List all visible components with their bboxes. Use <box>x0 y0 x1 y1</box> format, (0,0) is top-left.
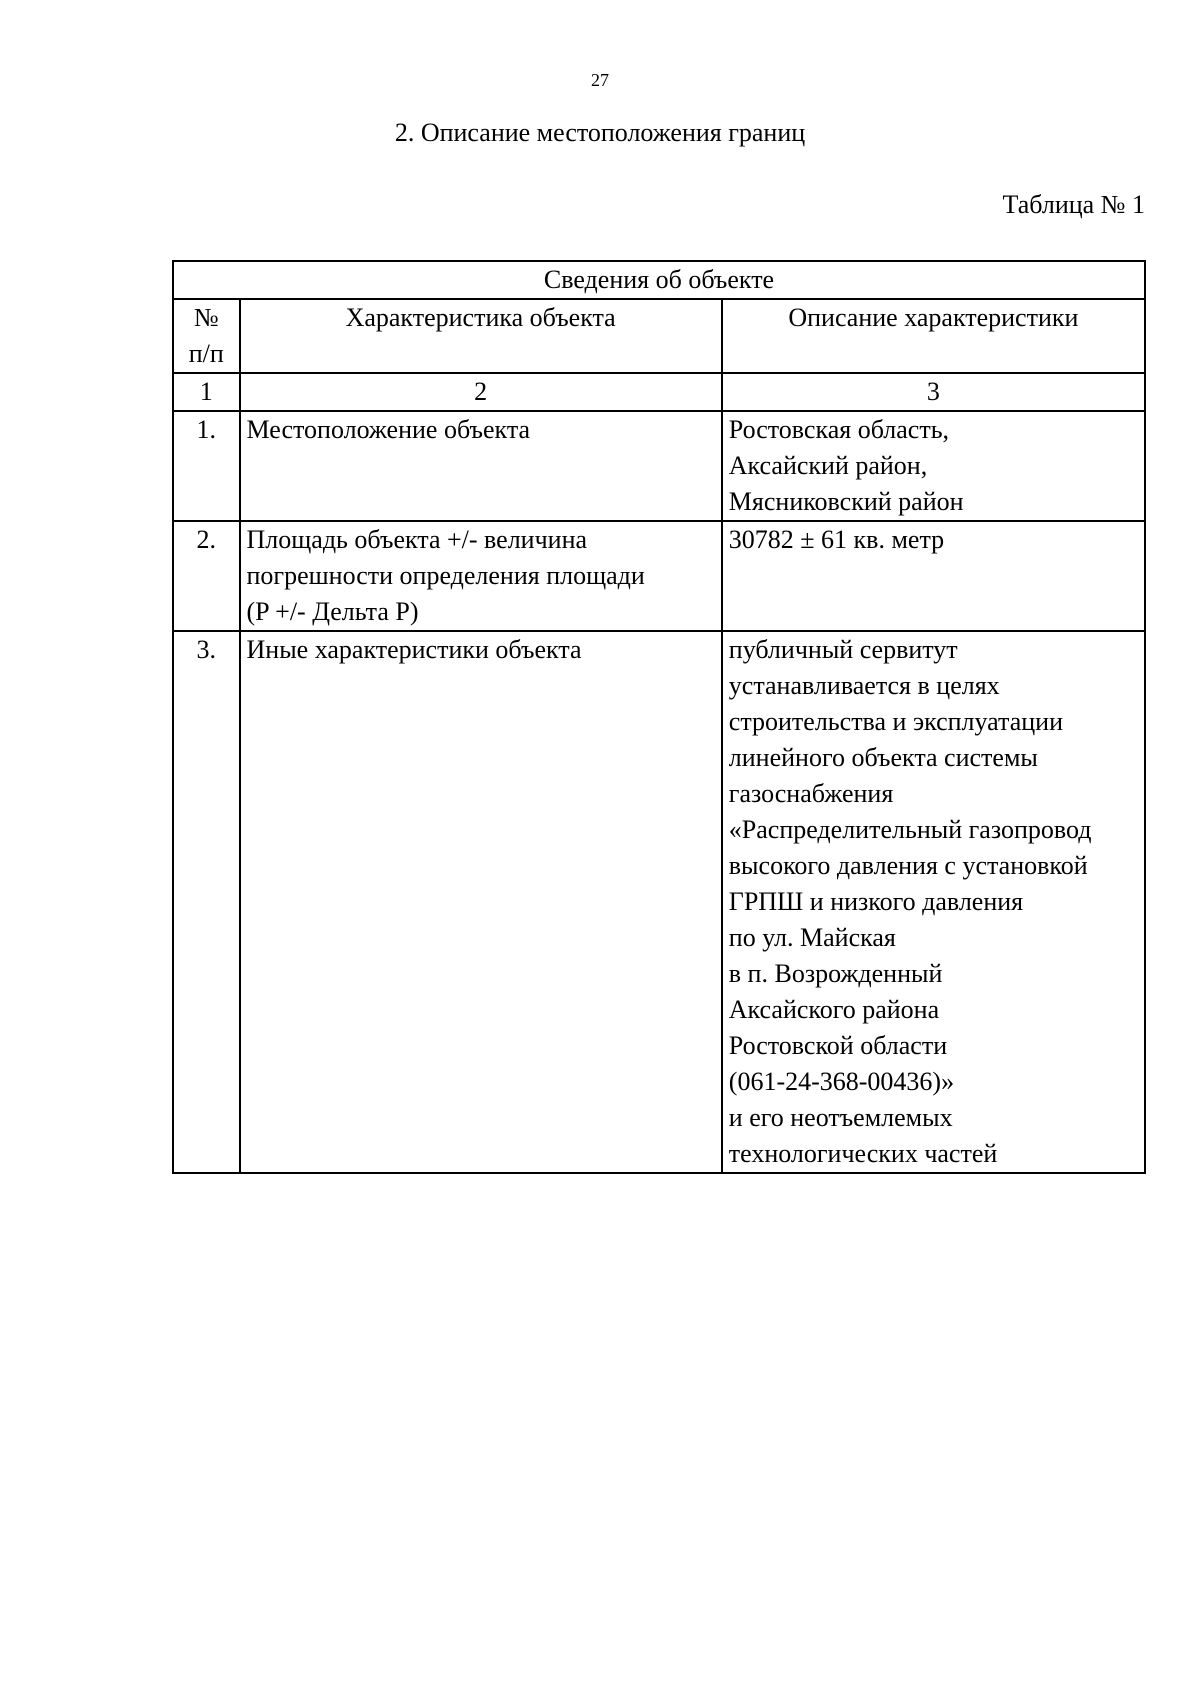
characteristic-line: Иные характеристики объекта <box>246 635 582 664</box>
row-characteristic-cell <box>240 521 722 631</box>
characteristic-line: Местоположение объекта <box>246 415 531 444</box>
column-number-1: 1 <box>173 373 240 411</box>
table-row <box>173 411 1145 521</box>
row-characteristic-cell <box>240 631 722 1173</box>
table-body <box>173 411 1145 1173</box>
description-line: в п. Возрожденный <box>728 959 943 988</box>
section-title: 2. Описание местоположения границ <box>394 118 806 147</box>
row-number-cell: 2. <box>173 521 240 631</box>
description-line: «Распределительный газопровод <box>728 815 1092 844</box>
description-line: Аксайский район, <box>728 451 928 480</box>
description-line: Ростовской области <box>728 1031 948 1060</box>
characteristic-line: (P +/- Дельта P) <box>246 597 419 626</box>
description-line: строительства и эксплуатации <box>728 707 1063 736</box>
row-number-cell: 3. <box>173 631 240 1173</box>
description-line: 30782 ± 61 кв. метр <box>728 525 945 554</box>
table-row <box>173 631 1145 1173</box>
header-num-cell <box>173 299 240 373</box>
table-row <box>173 521 1145 631</box>
table-caption: Таблица № 1 <box>1002 190 1145 219</box>
row-description-cell <box>722 521 1145 631</box>
page-number: 27 <box>591 70 609 90</box>
object-info-table <box>172 260 1146 1174</box>
table-header-row <box>173 299 1145 373</box>
header-characteristic-cell: Характеристика объекта <box>240 299 722 373</box>
description-line: газоснабжения <box>728 779 894 808</box>
description-line: публичный сервитут <box>728 635 958 664</box>
row-number-cell: 1. <box>173 411 240 521</box>
row-description-cell <box>722 631 1145 1173</box>
description-line: ГРПШ и низкого давления <box>728 887 1024 916</box>
column-number-2: 2 <box>240 373 722 411</box>
characteristic-line: погрешности определения площади <box>246 561 645 590</box>
table-title-row <box>173 261 1145 299</box>
description-line: Мясниковский район <box>728 487 964 516</box>
description-line: и его неотъемлемых <box>728 1103 953 1132</box>
header-num-abbrev: п/п <box>188 339 224 368</box>
description-line: по ул. Майская <box>728 923 896 952</box>
description-line: линейного объекта системы <box>728 743 1038 772</box>
description-line: устанавливается в целях <box>728 671 1000 700</box>
row-description-cell <box>722 411 1145 521</box>
column-numbers-row <box>173 373 1145 411</box>
table-title-cell: Сведения об объекте <box>173 261 1145 299</box>
header-description-cell: Описание характеристики <box>722 299 1145 373</box>
characteristic-line: Площадь объекта +/- величина <box>246 525 588 554</box>
row-characteristic-cell <box>240 411 722 521</box>
description-line: (061-24-368-00436)» <box>728 1067 955 1096</box>
column-number-3: 3 <box>722 373 1145 411</box>
description-line: Ростовская область, <box>728 415 950 444</box>
description-line: высокого давления с установкой <box>728 851 1088 880</box>
description-line: технологических частей <box>728 1139 998 1168</box>
header-num-symbol: № <box>193 303 219 332</box>
description-line: Аксайского района <box>728 995 940 1024</box>
